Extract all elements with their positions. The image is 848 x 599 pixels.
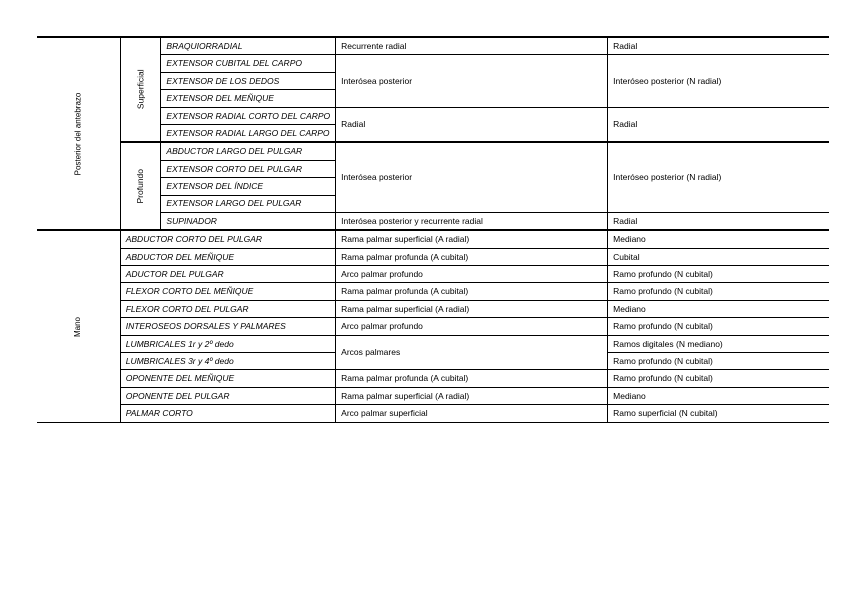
muscle-cell: ADUCTOR DEL PULGAR: [120, 266, 335, 283]
muscle-cell: EXTENSOR CORTO DEL PULGAR: [161, 160, 336, 177]
muscle-cell: LUMBRICALES 3r y 4º dedo: [120, 353, 335, 370]
muscle-cell: EXTENSOR DE LOS DEDOS: [161, 72, 336, 89]
table-row: [37, 405, 829, 422]
artery-cell: Rama palmar superficial (A radial): [336, 387, 608, 404]
table-row: [37, 335, 829, 352]
nerve-cell: Ramo profundo (N cubital): [608, 353, 829, 370]
muscle-cell: LUMBRICALES 1r y 2º dedo: [120, 335, 335, 352]
table-row: [37, 300, 829, 317]
artery-cell: Rama palmar profunda (A cubital): [336, 283, 608, 300]
artery-cell: Rama palmar superficial (A radial): [336, 300, 608, 317]
muscle-cell: OPONENTE DEL PULGAR: [120, 387, 335, 404]
muscle-cell: ABDUCTOR DEL MEÑIQUE: [120, 248, 335, 265]
artery-cell: Recurrente radial: [336, 37, 608, 55]
nerve-cell: Mediano: [608, 300, 829, 317]
muscle-cell: ABDUCTOR CORTO DEL PULGAR: [120, 230, 335, 248]
artery-cell: Arco palmar profundo: [336, 266, 608, 283]
artery-cell: Arco palmar superficial: [336, 405, 608, 422]
artery-cell: Arco palmar profundo: [336, 318, 608, 335]
table-row: [37, 370, 829, 387]
muscle-cell: FLEXOR CORTO DEL MEÑIQUE: [120, 283, 335, 300]
artery-cell: Arcos palmares: [336, 335, 608, 370]
artery-cell: Rama palmar profunda (A cubital): [336, 370, 608, 387]
nerve-cell: Mediano: [608, 387, 829, 404]
artery-cell: Rama palmar profunda (A cubital): [336, 248, 608, 265]
nerve-cell: Interóseo posterior (N radial): [608, 142, 829, 212]
nerve-cell: Ramo superficial (N cubital): [608, 405, 829, 422]
artery-cell: Radial: [336, 107, 608, 142]
table-row: [37, 37, 829, 55]
nerve-cell: Cubital: [608, 248, 829, 265]
nerve-cell: Ramo profundo (N cubital): [608, 283, 829, 300]
table-row: [37, 283, 829, 300]
artery-cell: Interósea posterior y recurrente radial: [336, 212, 608, 230]
muscle-cell: SUPINADOR: [161, 212, 336, 230]
nerve-cell: Ramo profundo (N cubital): [608, 318, 829, 335]
nerve-cell: Mediano: [608, 230, 829, 248]
section-label-mano: Mano: [37, 230, 120, 422]
table-row: [37, 248, 829, 265]
nerve-cell: Ramo profundo (N cubital): [608, 266, 829, 283]
muscle-cell: ABDUCTOR LARGO DEL PULGAR: [161, 142, 336, 160]
muscle-cell: PALMAR CORTO: [120, 405, 335, 422]
section-label-posterior: Posterior del antebrazo: [37, 37, 120, 230]
nerve-cell: Ramo profundo (N cubital): [608, 370, 829, 387]
subgroup-label-profundo: Profundo: [120, 142, 161, 230]
artery-cell: Rama palmar superficial (A radial): [336, 230, 608, 248]
muscle-cell: EXTENSOR CUBITAL DEL CARPO: [161, 55, 336, 72]
muscle-cell: EXTENSOR RADIAL CORTO DEL CARPO: [161, 107, 336, 124]
nerve-cell: Interóseo posterior (N radial): [608, 55, 829, 107]
artery-cell: Interósea posterior: [336, 142, 608, 212]
muscle-cell: BRAQUIORRADIAL: [161, 37, 336, 55]
table-row: [37, 266, 829, 283]
muscle-cell: INTEROSEOS DORSALES Y PALMARES: [120, 318, 335, 335]
muscle-table: [37, 36, 829, 423]
muscle-cell: OPONENTE DEL MEÑIQUE: [120, 370, 335, 387]
table-row: [37, 387, 829, 404]
muscle-cell: EXTENSOR DEL MEÑIQUE: [161, 90, 336, 107]
table-row: [37, 230, 829, 248]
table-row: [37, 318, 829, 335]
muscle-cell: FLEXOR CORTO DEL PULGAR: [120, 300, 335, 317]
nerve-cell: Ramos digitales (N mediano): [608, 335, 829, 352]
table-row: [37, 142, 829, 160]
muscle-cell: EXTENSOR DEL ÍNDICE: [161, 178, 336, 195]
nerve-cell: Radial: [608, 212, 829, 230]
nerve-cell: Radial: [608, 107, 829, 142]
nerve-cell: Radial: [608, 37, 829, 55]
muscle-cell: EXTENSOR RADIAL LARGO DEL CARPO: [161, 124, 336, 142]
muscle-cell: EXTENSOR LARGO DEL PULGAR: [161, 195, 336, 212]
artery-cell: Interósea posterior: [336, 55, 608, 107]
subgroup-label-superficial: Superficial: [120, 37, 161, 142]
